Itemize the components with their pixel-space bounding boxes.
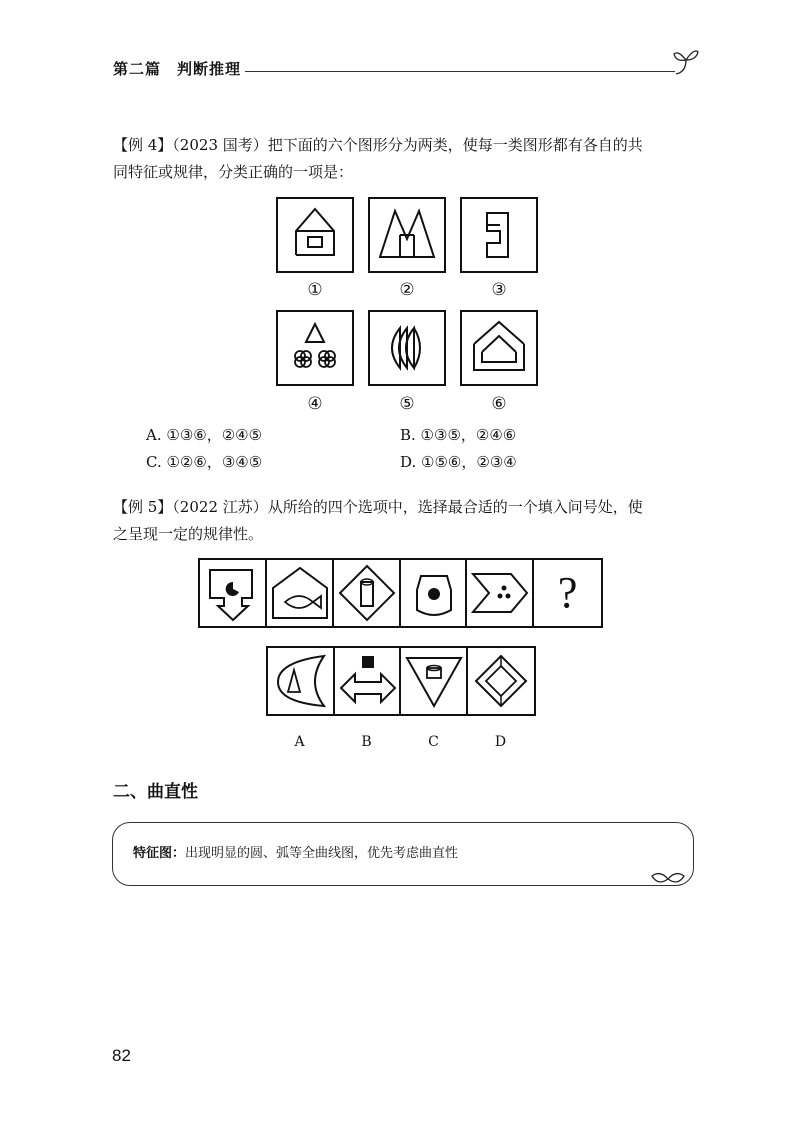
figure-label-5: ⑤ (399, 394, 415, 414)
option-a[interactable]: A. ①③⑥，②④⑤ (146, 426, 263, 444)
answer-letter-a: A (294, 734, 305, 750)
feature-text (133, 842, 458, 861)
question-mark: ? (557, 568, 578, 617)
option-c[interactable]: C. ①②⑥，③④⑤ (146, 453, 263, 471)
answer-letter-c: C (428, 734, 439, 750)
answer-letter-d: D (494, 734, 507, 750)
figure-label-3: ③ (491, 280, 507, 300)
sequence-figure-5 (467, 560, 534, 626)
example4-line1: 【例 4】（2023 国考）把下面的六个图形分为两类，使每一类图形都有各自的共 (113, 136, 643, 154)
figure-4 (276, 310, 354, 386)
figure-5 (368, 310, 446, 386)
figure-1 (276, 197, 354, 273)
feature-label: 特征图： (133, 846, 186, 861)
figure-6 (460, 310, 538, 386)
section-title: 二、曲直性 (113, 782, 198, 802)
option-d[interactable]: D. ①⑤⑥，②③④ (400, 453, 517, 471)
sequence-figure-1 (200, 560, 267, 626)
running-header: 第二篇 判断推理 (113, 60, 242, 78)
figure-label-1: ① (307, 280, 323, 300)
answer-figure-a[interactable] (268, 648, 335, 714)
question-sequence (198, 558, 603, 628)
option-b[interactable]: B. ①③⑤，②④⑥ (400, 426, 517, 444)
example5-line2: 之呈现一定的规律性。 (113, 525, 264, 543)
answer-figure-b[interactable] (335, 648, 402, 714)
answer-figure-c[interactable] (401, 648, 468, 714)
example4-line2: 同特征或规律，分类正确的一项是： (113, 163, 354, 181)
answer-letter-b: B (361, 734, 372, 750)
figure-label-2: ② (399, 280, 415, 300)
feature-description: 出现明显的圆、弧等全曲线图，优先考虑曲直性 (185, 846, 459, 861)
header-rule (245, 71, 675, 72)
figure-label-6: ⑥ (491, 394, 507, 414)
figure-label-4: ④ (307, 394, 323, 414)
example5-line1: 【例 5】（2022 江苏）从所给的四个选项中，选择最合适的一个填入问号处，使 (113, 498, 643, 516)
page-number: 82 (112, 1046, 131, 1065)
sequence-figure-2 (267, 560, 334, 626)
answer-figure-d[interactable] (468, 648, 534, 714)
answer-options (266, 646, 536, 716)
sequence-figure-3 (334, 560, 401, 626)
leaf-icon (650, 870, 686, 888)
sequence-figure-4 (401, 560, 468, 626)
figure-2 (368, 197, 446, 273)
sprout-icon (672, 46, 700, 76)
figure-3 (460, 197, 538, 273)
